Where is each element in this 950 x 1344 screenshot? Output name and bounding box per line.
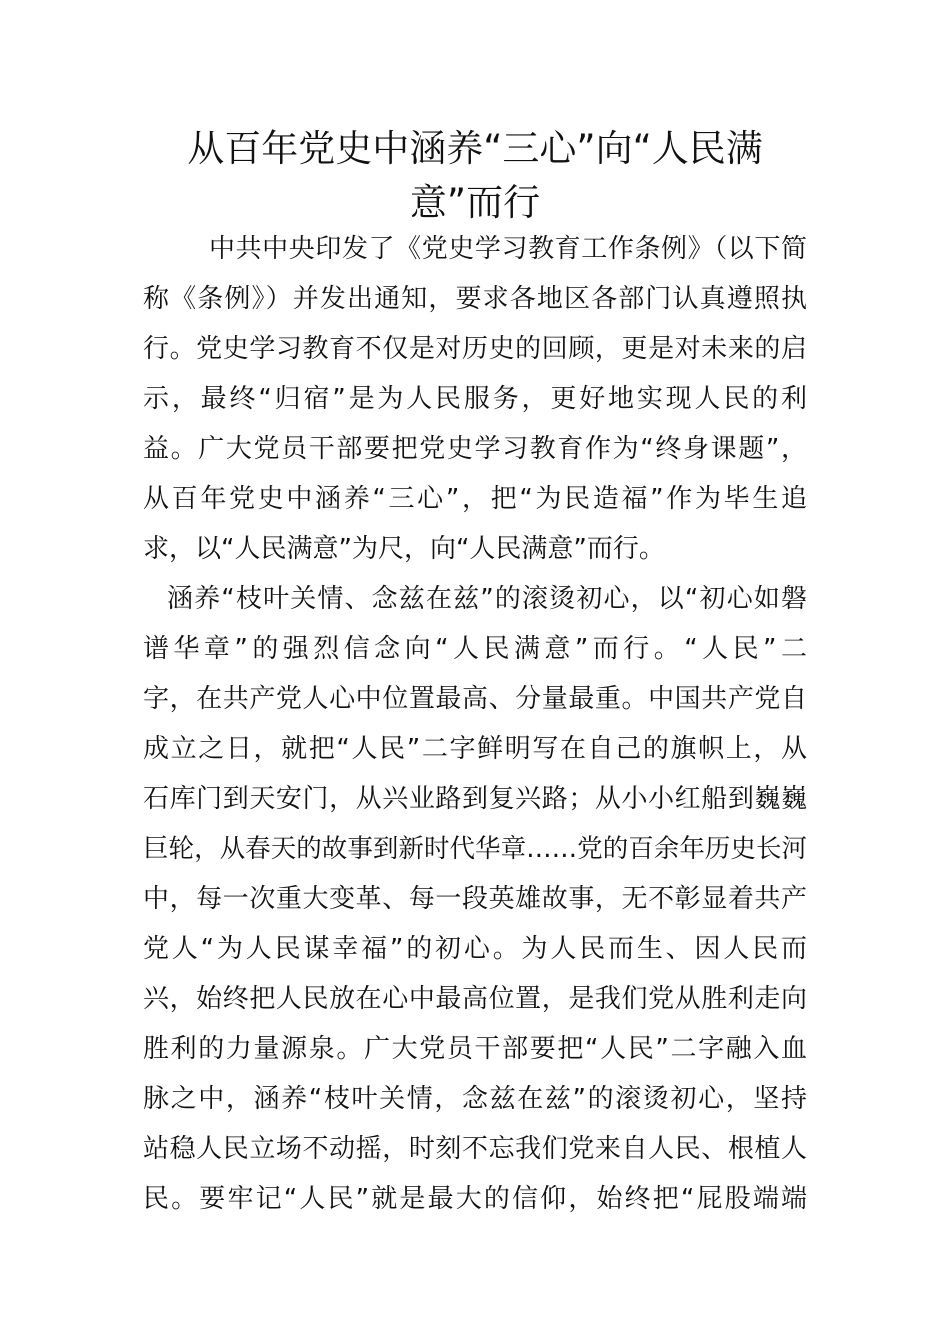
text-line: 求，以“人民满意”为尺，向“人民满意”而行。	[143, 534, 665, 564]
text-line: 中，每一次重大变革、每一段英雄故事，无不彰显着共产	[143, 884, 807, 914]
text-line: 站稳人民立场不动摇，时刻不忘我们党来自人民、根植人	[143, 1134, 807, 1164]
document-body	[143, 224, 807, 1224]
text-line: 谱华章”的强烈信念向“人民满意”而行。“人民”二	[143, 634, 807, 664]
text-line: 脉之中，涵养“枝叶关情，念兹在兹”的滚烫初心，坚持	[143, 1084, 807, 1114]
text-line: 兴，始终把人民放在心中最高位置，是我们党从胜利走向	[143, 984, 807, 1014]
text-line: 示，最终“归宿”是为人民服务，更好地实现人民的利	[143, 384, 807, 414]
text-line: 行。党史学习教育不仅是对历史的回顾，更是对未来的启	[143, 334, 807, 364]
text-line: 成立之日，就把“人民”二字鲜明写在自己的旗帜上，从	[143, 734, 807, 764]
text-line: 胜利的力量源泉。广大党员干部要把“人民”二字融入血	[143, 1034, 807, 1064]
text-line: 巨轮，从春天的故事到新时代华章……党的百余年历史长河	[143, 834, 807, 864]
text-line: 涵养“枝叶关情、念兹在兹”的滚烫初心，以“初心如磐	[167, 584, 807, 614]
paragraph-2	[143, 574, 807, 1224]
text-line: 中共中央印发了《党史学习教育工作条例》（以下简	[209, 234, 807, 264]
text-line: 从百年党史中涵养“三心”，把“为民造福”作为毕生追	[143, 484, 807, 514]
document-title	[143, 122, 807, 230]
text-line: 字，在共产党人心中位置最高、分量最重。中国共产党自	[143, 684, 807, 714]
paragraph-1	[143, 224, 807, 574]
text-line: 益。广大党员干部要把党史学习教育作为“终身课题”，	[143, 434, 807, 464]
text-line: 党人“为人民谋幸福”的初心。为人民而生、因人民而	[143, 934, 807, 964]
text-line: 民。要牢记“人民”就是最大的信仰，始终把“屁股端端	[143, 1184, 807, 1214]
title-line: 意”而行	[409, 181, 541, 224]
text-line: 石库门到天安门，从兴业路到复兴路；从小小红船到巍巍	[143, 784, 807, 814]
text-line: 称《条例》）并发出通知，要求各地区各部门认真遵照执	[143, 284, 807, 314]
title-line: 从百年党史中涵养“三心”向“人民满	[187, 127, 763, 170]
